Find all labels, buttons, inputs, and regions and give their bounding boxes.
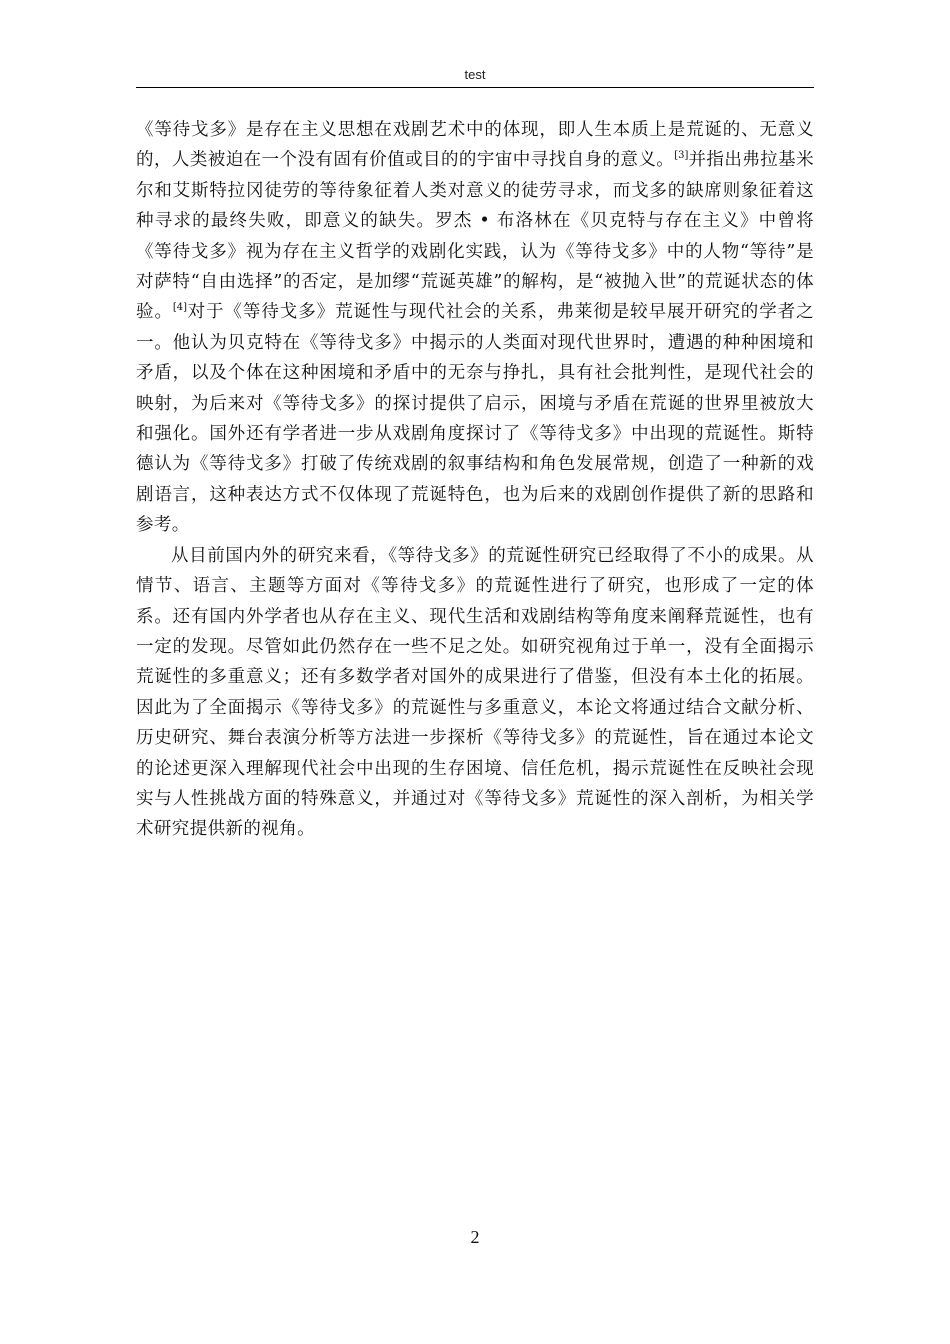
paragraph-1-text-part-3: 对于《等待戈多》荒诞性与现代社会的关系，弗莱彻是较早展开研究的学者之一。他认为贝克特在《等待戈多》中揭示的人类面对现代世界时，遭遇的种种困境和矛盾，以及个体在这种困境和矛盾中的无奈与挣扎，具有社会批判性，是现代社会的映射，为后来对《等待戈多》的探讨提供了启示，困境与矛盾在荒诞的世界里被放大和强化。国外还有学者进一步从戏剧角度探讨了《等待戈多》中出现的荒诞性。斯特德认为《等待戈多》打破了传统戏剧的叙事结构和角色发展常规，创造了一种新的戏剧语言，这种表达方式不仅体现了荒诞特色，也为后来的戏剧创作提供了新的思路和参考。 [136,302,814,536]
document-body [136,115,814,845]
citation-3: [3] [674,150,689,162]
paragraph-1-text-part-2: 并指出弗拉基米尔和艾斯特拉冈徒劳的等待象征着人类对意义的徒劳寻求，而戈多的缺席则象征着这种寻求的最终失败，即意义的缺失。罗杰 • 布洛林在《贝克特与存在主义》中曾将《等待戈多》视为存在主义哲学的戏剧化实践，认为《等待戈多》中的人物“等待”是对萨特“自由选择”的否定，是加缪“荒诞英雄”的解构，是“被抛入世”的荒诞状态的体验。 [136,150,814,323]
paragraph-1 [136,115,814,541]
header-rule [136,87,814,88]
paragraph-1-text-part-1: 《等待戈多》是存在主义思想在戏剧艺术中的体现，即人生本质上是荒诞的、无意义的，人类被迫在一个没有固有价值或目的的宇宙中寻找自身的意义。 [136,120,814,171]
page-number: 2 [470,1227,480,1247]
page-header: test [464,67,486,82]
paragraph-2: 从目前国内外的研究来看，《等待戈多》的荒诞性研究已经取得了不小的成果。从情节、语言、主题等方面对《等待戈多》的荒诞性进行了研究，也形成了一定的体系。还有国内外学者也从存在主义、现代生活和戏剧结构等角度来阐释荒诞性，也有一定的发现。尽管如此仍然存在一些不足之处。如研究视角过于单一，没有全面揭示荒诞性的多重意义；还有多数学者对国外的成果进行了借鉴，但没有本土化的拓展。因此为了全面揭示《等待戈多》的荒诞性与多重意义，本论文将通过结合文献分析、历史研究、舞台表演分析等方法进一步探析《等待戈多》的荒诞性，旨在通过本论文的论述更深入理解现代社会中出现的生存困境、信任危机，揭示荒诞性在反映社会现实与人性挑战方面的特殊意义，并通过对《等待戈多》荒诞性的深入剖析，为相关学术研究提供新的视角。 [136,545,814,840]
citation-4: [4] [172,302,188,314]
